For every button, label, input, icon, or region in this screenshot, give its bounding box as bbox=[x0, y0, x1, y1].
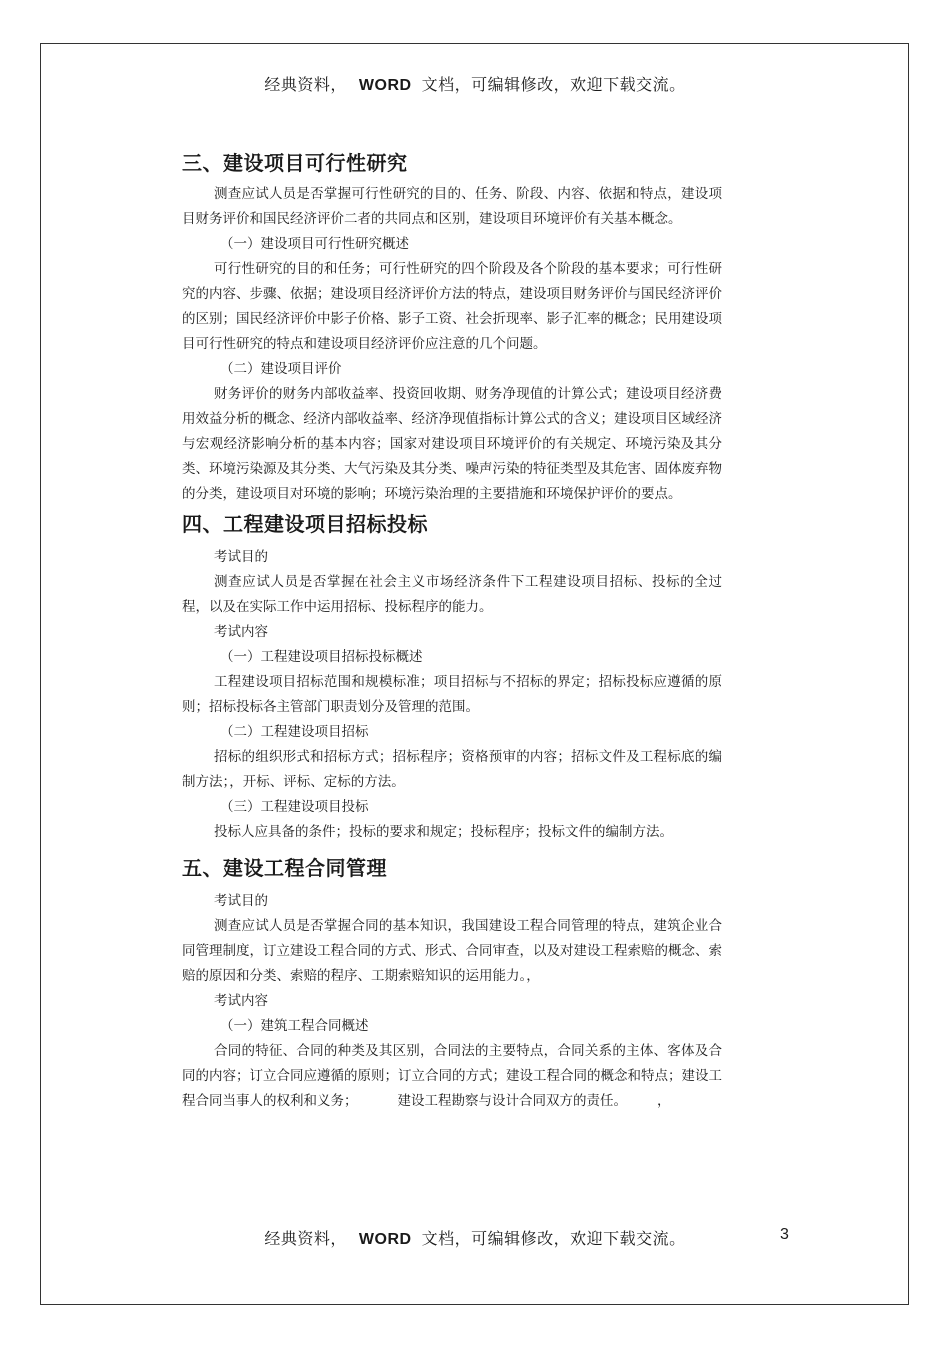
section-3-title: 三、建设项目可行性研究 bbox=[182, 151, 408, 175]
section-4-goal-text: 测查应试人员是否掌握在社会主义市场经济条件下工程建设项目招标、投标的全过程，以及在实际工作中运用招标、投标程序的能力。 bbox=[182, 574, 722, 615]
section-5-sub1-text-c: ， bbox=[657, 1093, 671, 1109]
section-5-sub1-text-a: 合同的特征、合同的种类及其区别，合同法的主要特点，合同关系的主体、客体及合同的内容；订立合同应遵循的原则；订立合同的方式；建设工程合同的概念和特点；建设工程合同当事人的权利和义务； bbox=[182, 1043, 722, 1109]
section-4-sub1-title: （一）工程建设项目招标投标概述 bbox=[220, 649, 423, 665]
section-4-goal-label: 考试目的 bbox=[214, 549, 268, 565]
footer-prefix: 经典资料， bbox=[264, 1229, 347, 1248]
section-3-intro: 测查应试人员是否掌握可行性研究的目的、任务、阶段、内容、依据和特点，建设项目财务评价和国民经济评价二者的共同点和区别，建设项目环境评价有关基本概念。 bbox=[182, 186, 722, 227]
section-5-content-label: 考试内容 bbox=[214, 993, 268, 1009]
section-3-sub2-text: 财务评价的财务内部收益率、投资回收期、财务净现值的计算公式；建设项目经济费用效益分析的概念、经济内部收益率、经济净现值指标计算公式的含义；建设项目区域经济与宏观经济影响分析的基本内容；国家对建设项目环境评价的有关规定、环境污染及其分类、环境污染源及其分类、大气污染及其分类、噪声污染的特征类型及其危害、固体废弃物的分类，建设项目对环境的影响；环境污染治理的主要措施和环境保护评价的要点。 bbox=[182, 386, 722, 502]
section-4-sub2-text: 招标的组织形式和招标方式；招标程序；资格预审的内容；招标文件及工程标底的编制方法；，开标、评标、定标的方法。 bbox=[182, 749, 722, 790]
section-4-sub1-text: 工程建设项目招标范围和规模标准；项目招标与不招标的界定；招标投标应遵循的原则；招标投标各主管部门职责划分及管理的范围。 bbox=[182, 674, 722, 715]
header-prefix: 经典资料， bbox=[264, 75, 347, 94]
section-5-goal-label: 考试目的 bbox=[214, 893, 268, 909]
footer-suffix: 文档，可编辑修改，欢迎下载交流。 bbox=[421, 1229, 686, 1248]
header-suffix: 文档，可编辑修改，欢迎下载交流。 bbox=[421, 75, 686, 94]
section-5-sub1-text-b: 建设工程勘察与设计合同双方的责任。 bbox=[397, 1093, 627, 1109]
section-5-sub1-text bbox=[182, 1039, 722, 1114]
page-header bbox=[0, 72, 950, 95]
section-3-sub1-title: （一）建设项目可行性研究概述 bbox=[220, 236, 409, 252]
footer-word: WORD bbox=[358, 1231, 412, 1248]
section-3-sub1-text: 可行性研究的目的和任务；可行性研究的四个阶段及各个阶段的基本要求；可行性研究的内容、步骤、依据；建设项目经济评价方法的特点，建设项目财务评价与国民经济评价的区别；国民经济评价中影子价格、影子工资、社会折现率、影子汇率的概念；民用建设项目可行性研究的特点和建设项目经济评价应注意的几个问题。 bbox=[182, 261, 722, 352]
header-word: WORD bbox=[358, 77, 412, 94]
section-4-sub2-title: （二）工程建设项目招标 bbox=[220, 724, 369, 740]
section-5-goal-text: 测查应试人员是否掌握合同的基本知识，我国建设工程合同管理的特点，建筑企业合同管理制度，订立建设工程合同的方式、形式、合同审查，以及对建设工程索赔的概念、索赔的原因和分类、索赔的程序、工期索赔知识的运用能力。， bbox=[182, 918, 722, 984]
page-number: 3 bbox=[780, 1226, 789, 1243]
section-5-sub1-title: （一）建筑工程合同概述 bbox=[220, 1018, 369, 1034]
section-4-content-label: 考试内容 bbox=[214, 624, 268, 640]
section-3-sub2-title: （二）建设项目评价 bbox=[220, 361, 342, 377]
section-5-title: 五、建设工程合同管理 bbox=[182, 856, 387, 880]
page-footer bbox=[0, 1226, 950, 1249]
section-4-title: 四、工程建设项目招标投标 bbox=[182, 512, 428, 536]
document-body bbox=[182, 150, 722, 1114]
section-4-sub3-text: 投标人应具备的条件；投标的要求和规定；投标程序；投标文件的编制方法。 bbox=[214, 824, 673, 840]
section-4-sub3-title: （三）工程建设项目投标 bbox=[220, 799, 369, 815]
